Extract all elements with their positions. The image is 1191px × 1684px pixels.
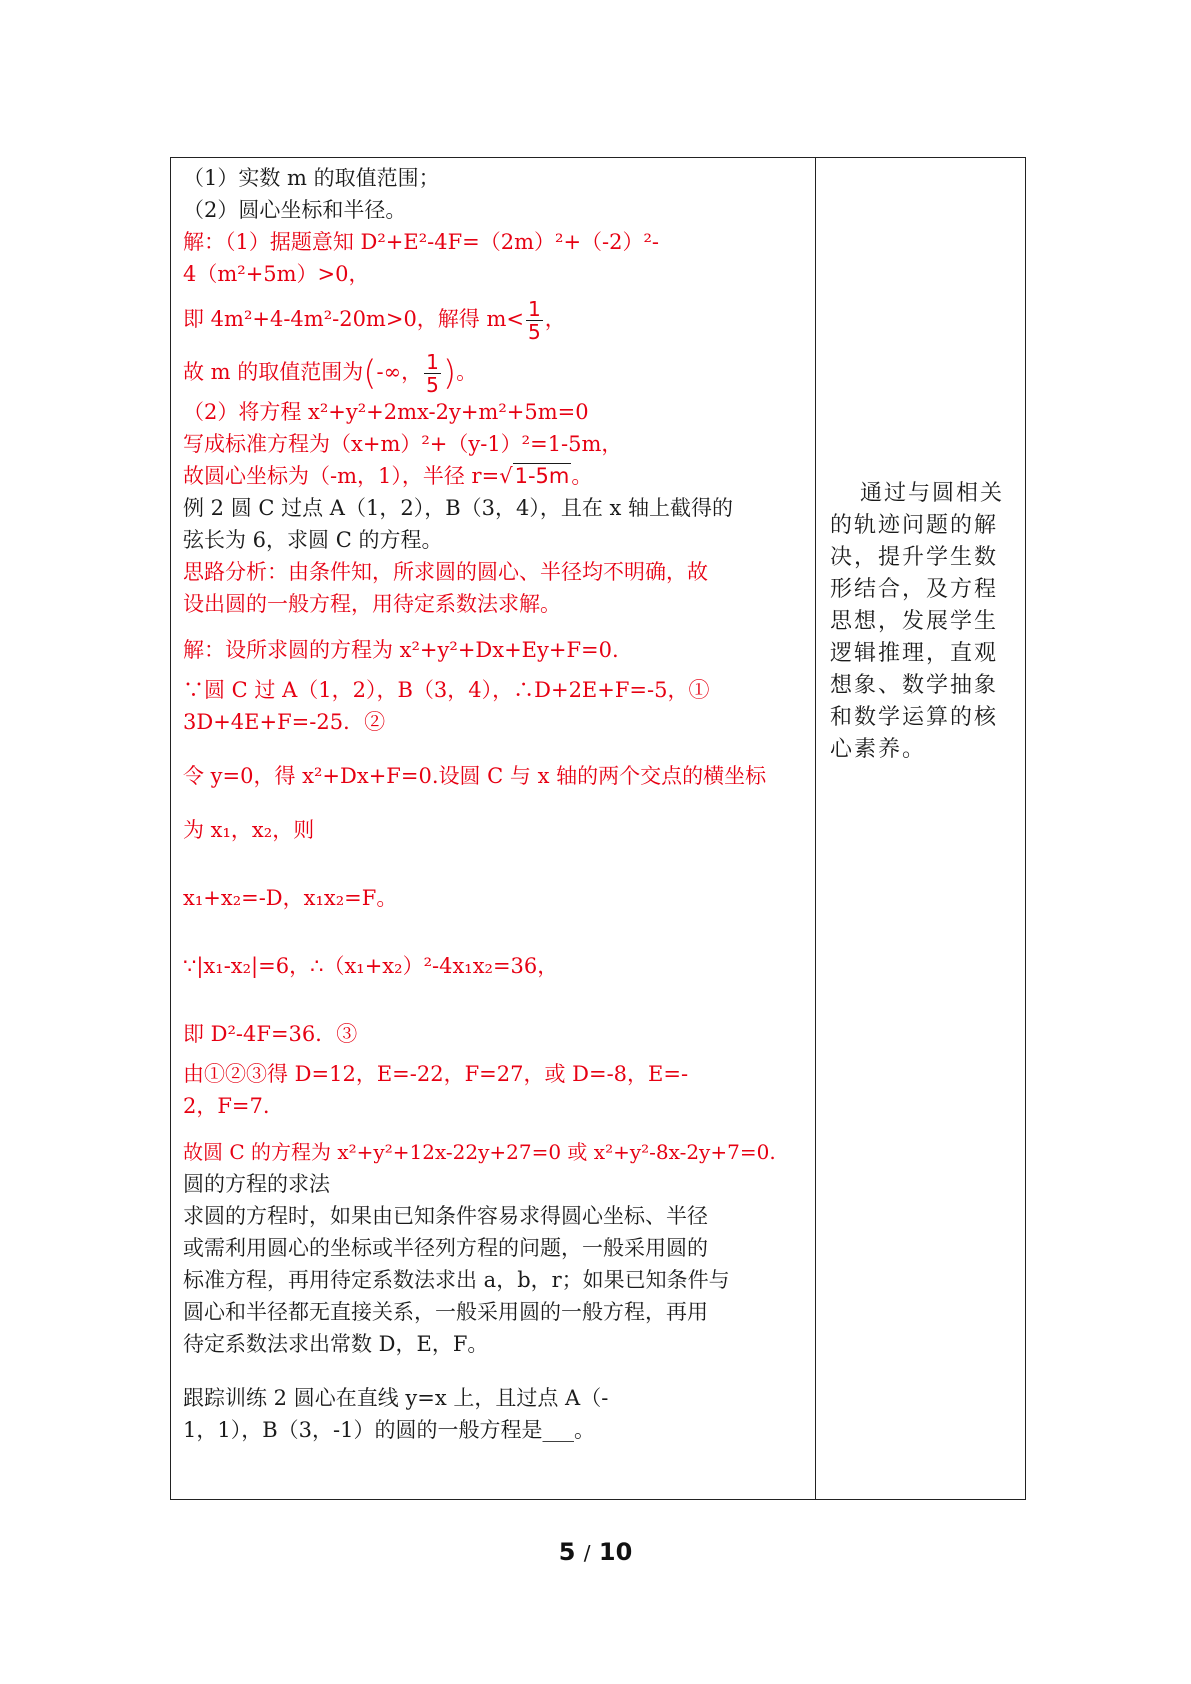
practice-line-2: 1，1），B（3，-1）的圆的一般方程是___。	[183, 1418, 595, 1442]
solution2-line-10: 2，F=7.	[183, 1094, 270, 1118]
solution2-line-7: ∵|x₁-x₂|=6，∴（x₁+x₂）²-4x₁x₂=36，	[183, 954, 559, 978]
solution-line-7: 故圆心坐标为（-m，1），半径 r=√1-5m。	[183, 464, 593, 488]
method-line-1: 求圆的方程时，如果由已知条件容易求得圆心坐标、半径	[183, 1204, 708, 1228]
page-total: 10	[598, 1538, 633, 1566]
fraction-one-fifth-range: $\frac{1}{5}$	[426, 350, 439, 397]
page-number	[0, 1538, 1191, 1566]
solution-line-3: 即 4m²+4-4m²-20m>0，解得 m< $\frac{1}{5}$ ，	[183, 297, 566, 344]
note-line-6: 逻辑推理，直观	[830, 641, 999, 666]
example-2-line-2: 弦长为 6，求圆 C 的方程。	[183, 528, 443, 552]
analysis-line-1: 思路分析：由条件知，所求圆的圆心、半径均不明确，故	[183, 560, 708, 584]
method-line-3: 标准方程，再用待定系数法求出 a，b，r；如果已知条件与	[183, 1268, 730, 1292]
solution2-line-1: 解：设所求圆的方程为 x²+y²+Dx+Ey+F=0.	[183, 638, 619, 662]
sqrt-icon: √	[499, 464, 513, 488]
close-paren-icon: )	[442, 353, 457, 394]
note-line-9: 心素养。	[830, 737, 927, 762]
question-2: （2）圆心坐标和半径。	[183, 198, 407, 222]
solution2-line-9: 由①②③得 D=12，E=-22，F=27，或 D=-8，E=-	[183, 1062, 689, 1086]
solution-line-3-text: 即 4m²+4-4m²-20m>0，解得 m<	[183, 307, 524, 331]
open-paren-icon: (	[363, 353, 377, 394]
solution2-line-3: 3D+4E+F=-25．②	[183, 710, 386, 734]
note-line-2: 的轨迹问题的解	[830, 513, 999, 538]
note-line-8: 和数学运算的核	[830, 705, 999, 730]
method-line-5: 待定系数法求出常数 D，E，F。	[183, 1332, 489, 1356]
example-2-line-1: 例 2 圆 C 过点 A（1，2），B（3，4），且在 x 轴上截得的	[183, 496, 734, 520]
design-intent-column	[816, 158, 1025, 1499]
page-current: 5	[558, 1538, 576, 1566]
fraction-one-fifth: $\frac{1}{5}$	[527, 297, 541, 344]
solution-line-1: 解：（1）据题意知 D²+E²-4F=（2m）²+（-2）²-	[183, 230, 660, 254]
solution-line-4: 故 m 的取值范围为(-∞， $\frac{1}{5}$ )。	[183, 350, 478, 397]
solution2-line-11: 故圆 C 的方程为 x²+y²+12x-22y+27=0 或 x²+y²-8x-2y+7=0.	[183, 1140, 776, 1164]
question-1: （1）实数 m 的取值范围；	[183, 166, 440, 190]
solution2-line-8: 即 D²-4F=36．③	[183, 1022, 358, 1046]
solution-line-6: 写成标准方程为（x+m）²+（y-1）²=1-5m，	[183, 432, 623, 456]
analysis-line-2: 设出圆的一般方程，用待定系数法求解。	[183, 592, 561, 616]
content-column	[171, 158, 816, 1499]
method-title: 圆的方程的求法	[183, 1172, 330, 1196]
solution2-line-4: 令 y=0，得 x²+Dx+F=0.设圆 C 与 x 轴的两个交点的横坐标	[183, 764, 767, 788]
solution2-line-6: x₁+x₂=-D，x₁x₂=F。	[183, 886, 398, 910]
solution2-line-5: 为 x₁，x₂，则	[183, 818, 315, 842]
lesson-table	[170, 157, 1026, 1500]
note-line-7: 想象、数学抽象	[830, 673, 999, 698]
note-line-3: 决，提升学生数	[830, 545, 999, 570]
practice-line-1: 跟踪训练 2 圆心在直线 y=x 上，且过点 A（-	[183, 1386, 609, 1410]
note-line-5: 思想，发展学生	[830, 609, 999, 634]
solution-line-5: （2）将方程 x²+y²+2mx-2y+m²+5m=0	[183, 400, 589, 424]
note-line-1: 通过与圆相关	[860, 481, 1005, 506]
page-separator: /	[583, 1541, 591, 1565]
solution-line-2: 4（m²+5m）>0，	[183, 262, 370, 286]
method-line-2: 或需利用圆心的坐标或半径列方程的问题，一般采用圆的	[183, 1236, 708, 1260]
note-line-4: 形结合，及方程	[830, 577, 999, 602]
solution2-line-2: ∵圆 C 过 A（1，2），B（3，4），∴D+2E+F=-5，①	[183, 678, 710, 702]
method-line-4: 圆心和半径都无直接关系，一般采用圆的一般方程，再用	[183, 1300, 708, 1324]
